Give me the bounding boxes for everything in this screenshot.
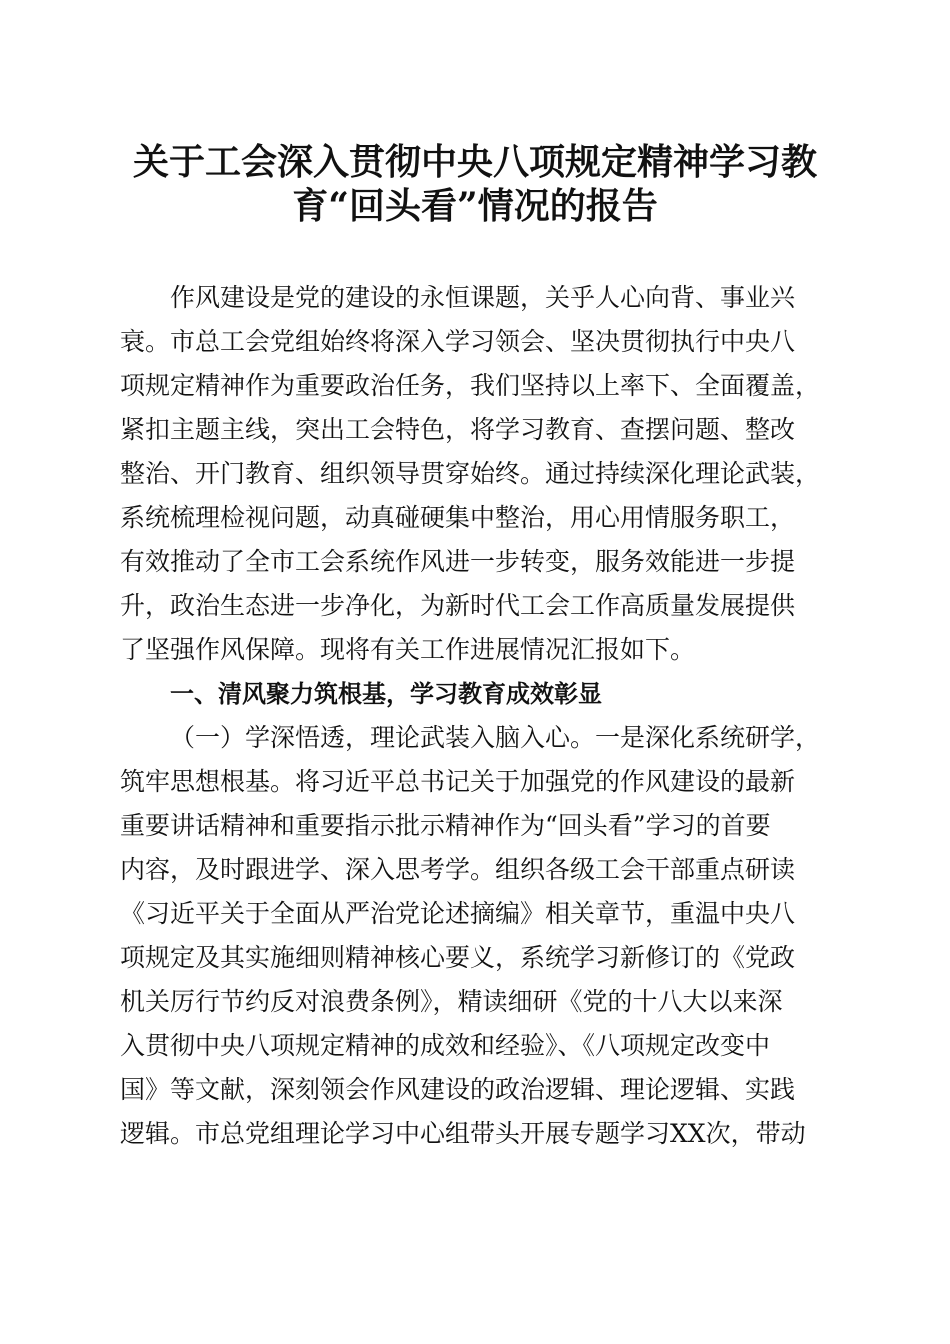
paragraph-line: 入贯彻中央八项规定精神的成效和经验》、《八项规定改变中 <box>120 1031 771 1060</box>
paragraph-line: 升，政治生态进一步净化，为新时代工会工作高质量发展提供 <box>120 591 796 620</box>
document-title-line-2: 育“回头看”情况的报告 <box>292 185 658 227</box>
paragraph-line: 筑牢思想根基。将习近平总书记关于加强党的作风建设的最新 <box>120 767 796 796</box>
paragraph-line: 内容，及时跟进学、深入思考学。组织各级工会干部重点研读 <box>120 855 796 884</box>
paragraph-line: 系统梳理检视问题，动真碰硬集中整治，用心用情服务职工， <box>120 503 796 532</box>
paragraph-line: 紧扣主题主线，突出工会特色，将学习教育、查摆问题、整改 <box>120 415 796 444</box>
paragraph-line: 衰。市总工会党组始终将深入学习领会、坚决贯彻执行中央八 <box>120 327 796 356</box>
paragraph-line: 项规定精神作为重要政治任务，我们坚持以上率下、全面覆盖， <box>120 371 821 400</box>
paragraph-line: 项规定及其实施细则精神核心要义，系统学习新修订的《党政 <box>120 943 796 972</box>
paragraph-line: 国》等文献，深刻领会作风建设的政治逻辑、理论逻辑、实践 <box>120 1075 796 1104</box>
paragraph-line: （一）学深悟透，理论武装入脑入心。一是深化系统研学， <box>170 723 821 752</box>
paragraph-line: 了坚强作风保障。现将有关工作进展情况汇报如下。 <box>120 635 696 664</box>
section-heading: 一、清风聚力筑根基，学习教育成效彰显 <box>170 680 602 708</box>
paragraph-line: 有效推动了全市工会系统作风进一步转变，服务效能进一步提 <box>120 547 796 576</box>
paragraph-line: 逻辑。市总党组理论学习中心组带头开展专题学习XX次，带动 <box>120 1119 806 1148</box>
document-title-line-1: 关于工会深入贯彻中央八项规定精神学习教 <box>132 141 817 183</box>
paragraph-line: 作风建设是党的建设的永恒课题，关乎人心向背、事业兴 <box>170 283 796 312</box>
paragraph-line: 整治、开门教育、组织领导贯穿始终。通过持续深化理论武装， <box>120 459 821 488</box>
paragraph-line: 《习近平关于全面从严治党论述摘编》相关章节，重温中央八 <box>120 899 796 928</box>
paragraph-line: 机关厉行节约反对浪费条例》，精读细研《党的十八大以来深 <box>120 987 783 1016</box>
paragraph-line: 重要讲话精神和重要指示批示精神作为“回头看”学习的首要 <box>120 811 771 840</box>
